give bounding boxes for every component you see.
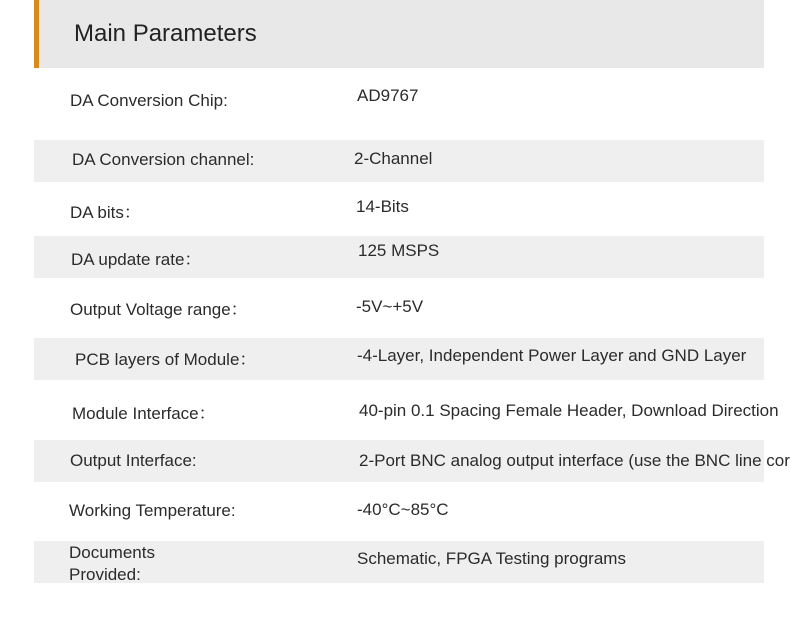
- param-label: Documents Provided:: [69, 543, 155, 584]
- param-value: 125 MSPS: [358, 241, 440, 260]
- param-row-bits: [34, 182, 764, 236]
- param-row-update-rate: [34, 236, 764, 278]
- param-row-channel: [34, 140, 764, 182]
- param-label: DA bits：: [70, 203, 141, 222]
- param-row-chip: [34, 68, 764, 138]
- param-value: Schematic, FPGA Testing programs: [357, 549, 626, 568]
- param-label: DA Conversion Chip:: [70, 91, 228, 110]
- header-accent-bar: [34, 0, 39, 68]
- param-value: 40-pin 0.1 Spacing Female Header, Download Direction: [359, 401, 779, 420]
- param-label: DA Conversion channel:: [72, 150, 255, 169]
- param-row-pcb-layers: [34, 338, 764, 380]
- param-value: 14-Bits: [356, 197, 409, 216]
- param-value: AD9767: [357, 86, 419, 105]
- param-label: DA update rate：: [71, 250, 202, 269]
- section-title: Main Parameters: [74, 20, 257, 47]
- param-row-voltage: [34, 278, 764, 338]
- section-header: [34, 0, 764, 68]
- param-row-temperature: [34, 482, 764, 540]
- param-value: -5V~+5V: [356, 297, 424, 316]
- param-value: -40°C~85°C: [357, 500, 449, 519]
- param-label: Output Voltage range：: [70, 300, 248, 319]
- param-value: -4-Layer, Independent Power Layer and GND Layer: [357, 346, 747, 365]
- param-value: 2-Channel: [354, 149, 433, 168]
- param-label: PCB layers of Module：: [75, 350, 257, 369]
- param-row-output-interface: [34, 440, 790, 482]
- param-label: Output Interface:: [70, 451, 197, 470]
- param-value: 2-Port BNC analog output interface (use the BNC line cor: [359, 451, 790, 470]
- param-label: Working Temperature:: [69, 501, 236, 520]
- param-label: Module Interface：: [72, 404, 216, 423]
- param-row-module-interface: [34, 380, 779, 440]
- param-row-documents: [34, 541, 764, 583]
